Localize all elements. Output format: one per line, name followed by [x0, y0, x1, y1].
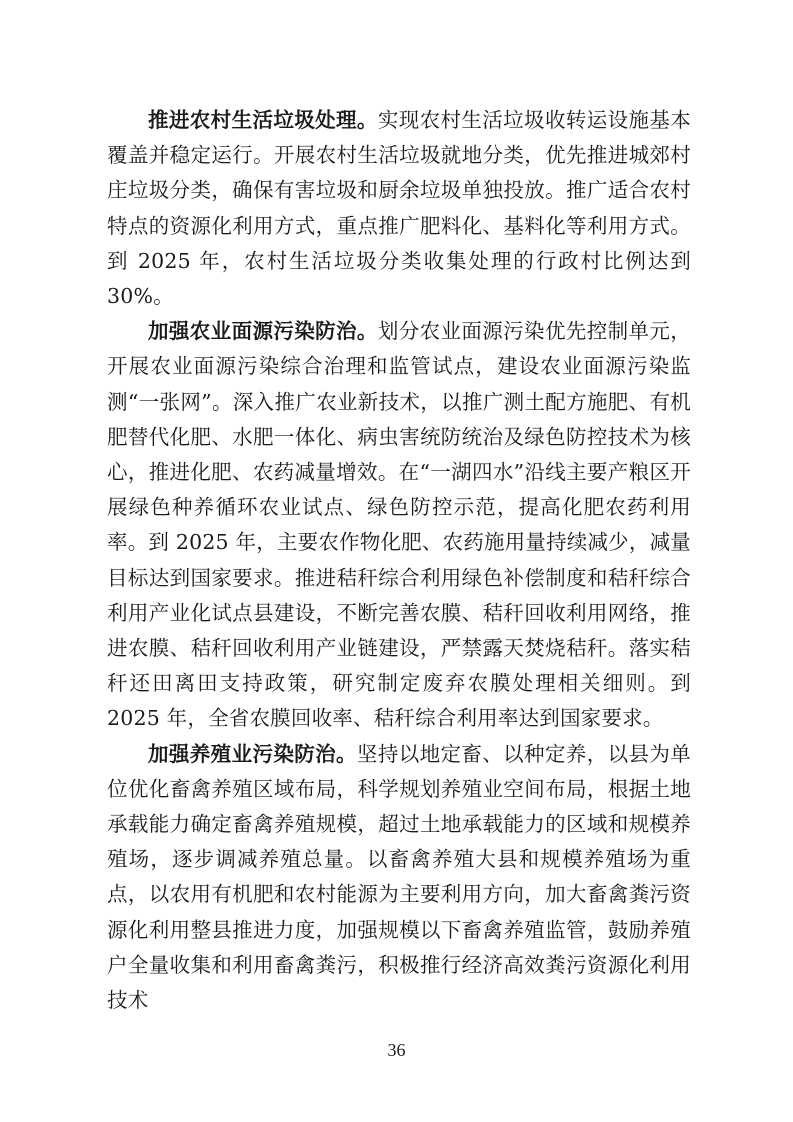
paragraph-heading: 推进农村生活垃圾处理。	[148, 108, 378, 132]
paragraph-agricultural-pollution	[107, 314, 691, 736]
paragraph-livestock-pollution	[107, 737, 691, 1019]
paragraph-rural-waste	[107, 103, 691, 314]
paragraph-heading: 加强农业面源污染防治。	[148, 319, 378, 344]
paragraph-text: 坚持以地定畜、以种定养，以县为单位优化畜禽养殖区域布局，科学规划养殖业空间布局，根据土地承载能力确定畜禽养殖规模，超过土地承载能力的区域和规模养殖场，逐步调减养殖总量。以畜禽养殖大县和规模养殖场为重点，以农用有机肥和农村能源为主要利用方向，加大畜禽粪污资源化利用整县推进力度，加强规模以下畜禽养殖监管，鼓励养殖户全量收集和利用畜禽粪污，积极推行经济高效粪污资源化利用技术	[107, 741, 691, 1013]
page-number: 36	[387, 1040, 406, 1060]
paragraph-text: 划分农业面源污染优先控制单元，开展农业面源污染综合治理和监管试点，建设农业面源污染监测“一张网”。深入推广农业新技术，以推广测土配方施肥、有机肥替代化肥、水肥一体化、病虫害统防统治及绿色防控技术为核心，推进化肥、农药减量增效。在“一湖四水”沿线主要产粮区开展绿色种养循环农业试点、绿色防控示范，提高化肥农药利用率。到 2025 年，主要农作物化肥、农药施用量持续减少，减量目标达到国家要求。推进秸秆综合利用绿色补偿制度和秸秆综合利用产业化试点县建设，不断完善农膜、秸秆回收利用网络，推进农膜、秸秆回收利用产业链建设，严禁露天焚烧秸秆。落实秸秆还田离田支持政策，研究制定废弃农膜处理相关细则。到 2025 年，全省农膜回收率、秸秆综合利用率达到国家要求。	[107, 319, 691, 731]
paragraph-heading: 加强养殖业污染防治。	[148, 741, 357, 766]
page-body	[107, 103, 691, 1018]
paragraph-text: 实现农村生活垃圾收转运设施基本覆盖并稳定运行。开展农村生活垃圾就地分类，优先推进城郊村庄垃圾分类，确保有害垃圾和厨余垃圾单独投放。推广适合农村特点的资源化利用方式，重点推广肥料化、基料化等利用方式。到 2025 年，农村生活垃圾分类收集处理的行政村比例达到 30%。	[107, 108, 691, 309]
